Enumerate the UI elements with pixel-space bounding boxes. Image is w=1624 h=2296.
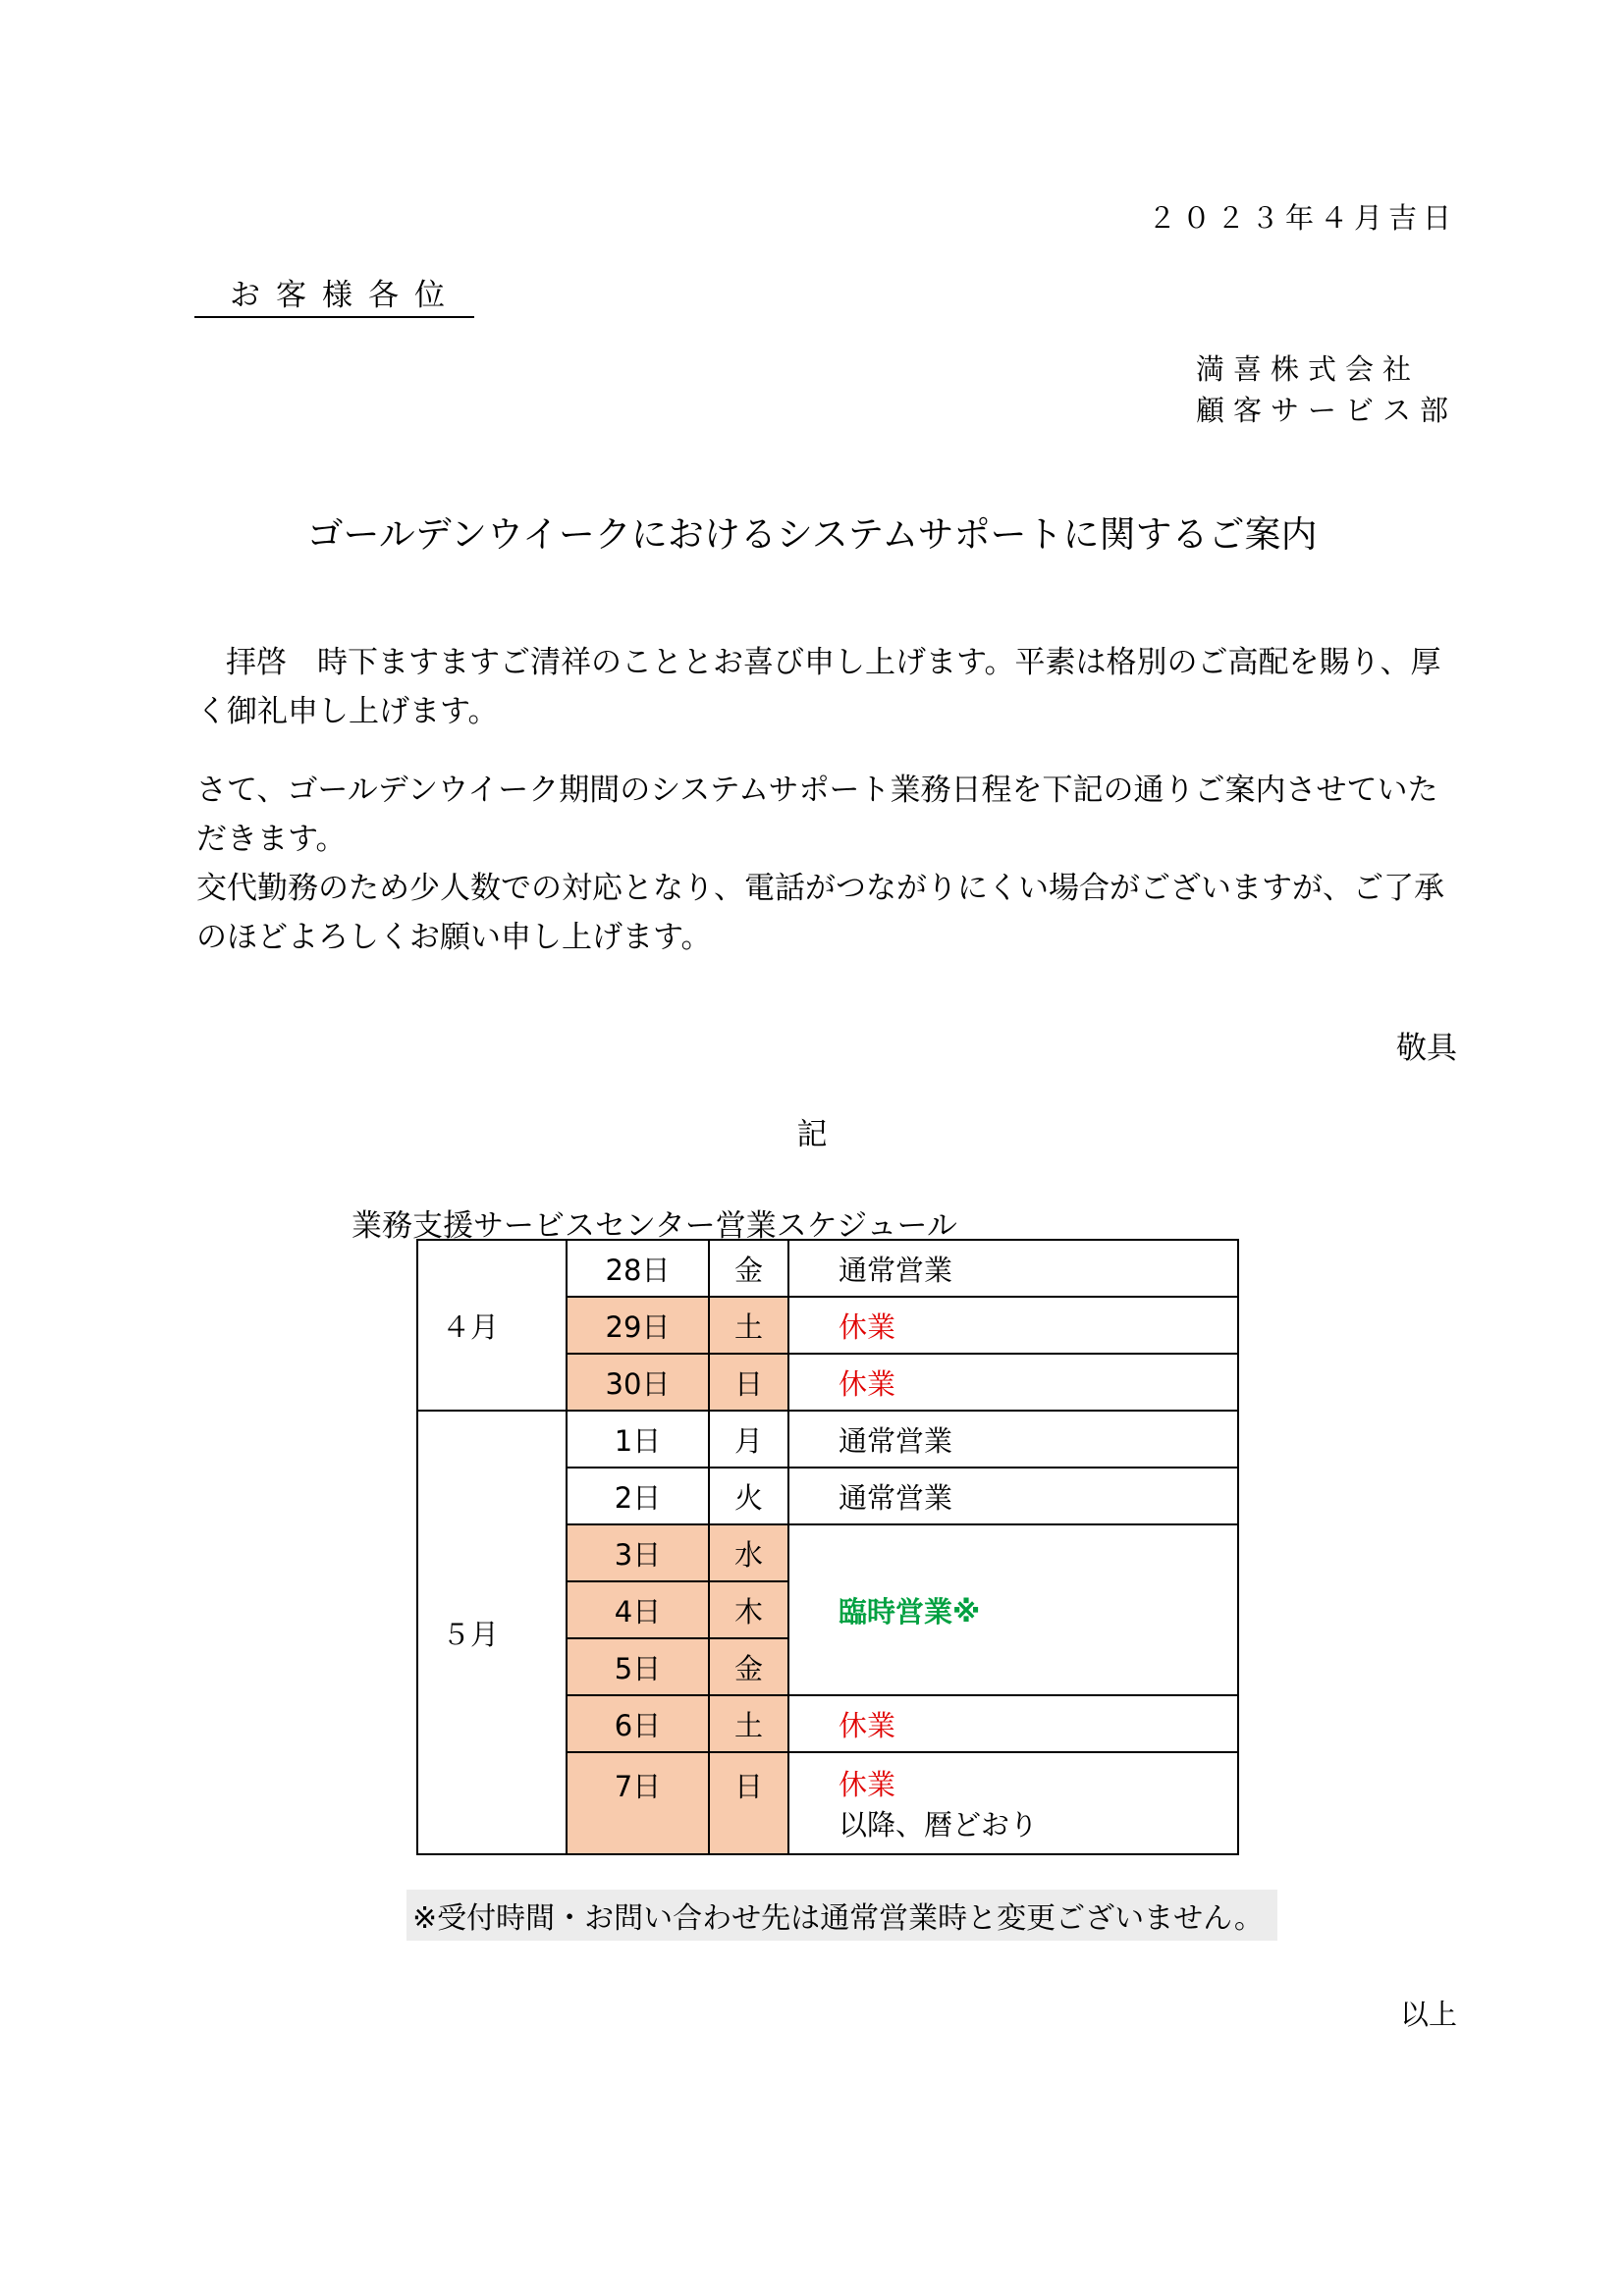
- day-cell: 5日: [567, 1638, 709, 1695]
- weekday-cell: 土: [709, 1297, 788, 1354]
- notice-paragraph: [196, 766, 1463, 962]
- table-row: [417, 1240, 1238, 1297]
- day-cell: 6日: [567, 1695, 709, 1752]
- day-cell: 2日: [567, 1468, 709, 1524]
- status-closed-label: 休業: [839, 1768, 896, 1801]
- closing-keigu: 敬具: [1396, 1031, 1457, 1066]
- status-cell-closed: 休業: [788, 1354, 1238, 1411]
- weekday-cell: 金: [709, 1638, 788, 1695]
- weekday-cell: 日: [709, 1752, 788, 1854]
- month-cell-may: ５月: [417, 1411, 567, 1854]
- schedule-caption: 業務支援サービスセンター営業スケジュール: [352, 1208, 957, 1244]
- sender-block: [1196, 348, 1457, 431]
- department-name: 顧客サービス部: [1195, 394, 1457, 427]
- month-cell-april: ４月: [417, 1240, 567, 1411]
- status-cell-closed: 休業: [788, 1297, 1238, 1354]
- notice-line-2: 交代勤務のため少人数での対応となり、電話がつながりにくい場合がございますが、ご了承のほどよろしくお願い申し上げます。: [196, 871, 1444, 955]
- status-cell: 通常営業: [788, 1411, 1238, 1468]
- status-cell: 通常営業: [788, 1468, 1238, 1524]
- day-cell: 7日: [567, 1752, 709, 1854]
- weekday-cell: 木: [709, 1581, 788, 1638]
- day-cell: 29日: [567, 1297, 709, 1354]
- company-name: 満喜株式会社: [1195, 352, 1420, 386]
- weekday-cell: 土: [709, 1695, 788, 1752]
- weekday-cell: 月: [709, 1411, 788, 1468]
- day-cell: 1日: [567, 1411, 709, 1468]
- document-title: ゴールデンウイークにおけるシステムサポートに関するご案内: [306, 513, 1318, 556]
- status-cell-last: [788, 1752, 1238, 1854]
- day-cell: 4日: [567, 1581, 709, 1638]
- day-cell: 30日: [567, 1354, 709, 1411]
- greeting-paragraph: 拝啓 時下ますますご清祥のこととお喜び申し上げます。平素は格別のご高配を賜り、厚く御礼申し上げます。: [196, 645, 1441, 729]
- status-cell-special: 臨時営業※: [788, 1524, 1238, 1695]
- ki-heading: 記: [796, 1117, 828, 1152]
- notice-line-1: さて、ゴールデンウイーク期間のシステムサポート業務日程を下記の通りご案内させていただきます。: [196, 773, 1438, 857]
- status-cell: 通常営業: [788, 1240, 1238, 1297]
- end-marker: 以上: [1399, 1998, 1457, 2031]
- day-cell: 28日: [567, 1240, 709, 1297]
- after-note: 以降、暦どおり: [839, 1808, 1039, 1842]
- schedule-table: [416, 1239, 1239, 1855]
- weekday-cell: 火: [709, 1468, 788, 1524]
- document-date: ２０２３年４月吉日: [1147, 201, 1457, 235]
- table-row: [417, 1411, 1238, 1468]
- weekday-cell: 日: [709, 1354, 788, 1411]
- day-cell: 3日: [567, 1524, 709, 1581]
- recipient: お客様各位: [194, 275, 474, 318]
- weekday-cell: 水: [709, 1524, 788, 1581]
- footnote: ※受付時間・お問い合わせ先は通常営業時と変更ございません。: [406, 1890, 1277, 1941]
- status-cell-closed: 休業: [788, 1695, 1238, 1752]
- weekday-cell: 金: [709, 1240, 788, 1297]
